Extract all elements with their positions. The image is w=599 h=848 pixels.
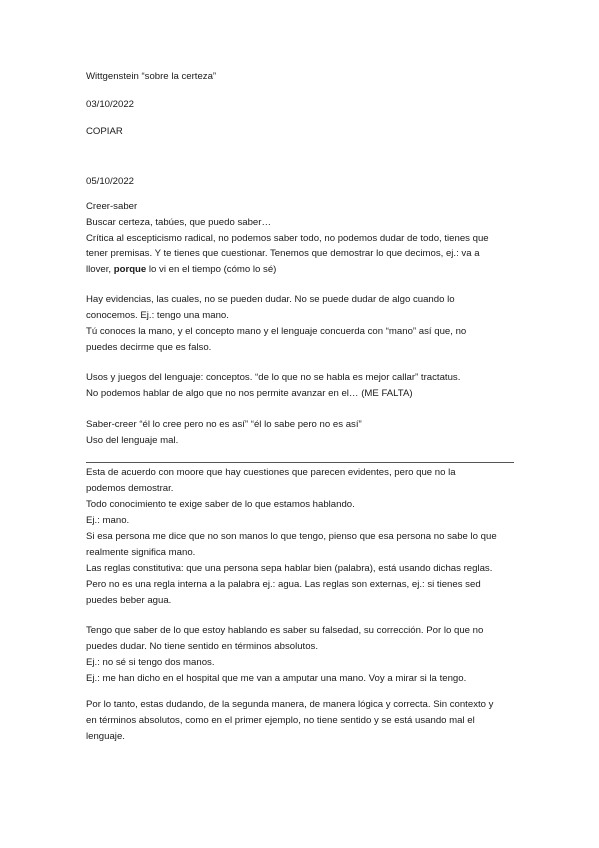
paragraph-line: Uso del lenguaje mal. (86, 435, 179, 446)
date-heading: 05/10/2022 (86, 176, 135, 187)
bold-word: porque (113, 264, 147, 275)
paragraph-line: Todo conocimiento te exige saber de lo que estamos hablando. (86, 499, 355, 510)
paragraph-line: Si esa persona me dice que no son manos lo que tengo, pienso que esa persona no sabe lo que (86, 531, 497, 542)
paragraph-line: Crítica al escepticismo radical, no podemos saber todo, no podemos dudar de todo, tienes que (86, 233, 489, 244)
paragraph-line: Saber-creer “él lo cree pero no es así” “él lo sabe pero no es así” (86, 419, 362, 430)
paragraph-line: Creer-saber (86, 201, 138, 212)
paragraph-line: conocemos. Ej.: tengo una mano. (86, 310, 229, 321)
note-text: COPIAR (86, 126, 123, 137)
paragraph-line: Tú conoces la mano, y el concepto mano y el lenguaje concuerda con “mano” así que, no (86, 326, 467, 337)
paragraph-line: Ej.: me han dicho en el hospital que me van a amputar una mano. Voy a mirar si la tengo. (86, 673, 467, 684)
paragraph-line: Buscar certeza, tabúes, que puedo saber… (86, 217, 272, 228)
paragraph-line: podemos demostrar. (86, 483, 174, 494)
paragraph-line: puedes beber agua. (86, 595, 172, 606)
paragraph-line: Pero no es una regla interna a la palabra ej.: agua. Las reglas son externas, ej.: si tienes sed (86, 579, 481, 590)
paragraph-line: puedes decirme que es falso. (86, 342, 212, 353)
paragraph-line: puedes dudar. No tiene sentido en términos absolutos. (86, 641, 319, 652)
paragraph-line: lenguaje. (86, 731, 125, 742)
paragraph-line: Usos y juegos del lenguaje: conceptos. “de lo que no se habla es mejor callar” tractatus. (86, 372, 461, 383)
paragraph-line: Esta de acuerdo con moore que hay cuestiones que parecen evidentes, pero que no la (86, 467, 456, 478)
paragraph-line: Ej.: no sé si tengo dos manos. (86, 657, 215, 668)
paragraph-line: tener premisas. Y te tienes que cuestionar. Tenemos que demostrar lo que decimos, ej.: va a (86, 248, 480, 259)
paragraph-line: Por lo tanto, estas dudando, de la segunda manera, de manera lógica y correcta. Sin contexto y (86, 699, 494, 710)
paragraph-line: Hay evidencias, las cuales, no se pueden dudar. No se puede dudar de algo cuando lo (86, 294, 455, 305)
document-title: Wittgenstein “sobre la certeza” (86, 71, 217, 82)
paragraph-line: Ej.: mano. (86, 515, 130, 526)
paragraph-line: No podemos hablar de algo que no nos permite avanzar en el… (ME FALTA) (86, 388, 413, 399)
horizontal-divider (86, 462, 514, 463)
date-heading: 03/10/2022 (86, 99, 135, 110)
paragraph-line: Tengo que saber de lo que estoy hablando es saber su falsedad, su corrección. Por lo que no (86, 625, 484, 636)
paragraph-line: realmente significa mano. (86, 547, 196, 558)
paragraph-line: en términos absolutos, como en el primer ejemplo, no tiene sentido y se está usando mal el (86, 715, 475, 726)
paragraph-line: llover, porque lo vi en el tiempo (cómo lo sé) (86, 264, 277, 275)
paragraph-line: Las reglas constitutiva: que una persona sepa hablar bien (palabra), está usando dichas reglas. (86, 563, 493, 574)
